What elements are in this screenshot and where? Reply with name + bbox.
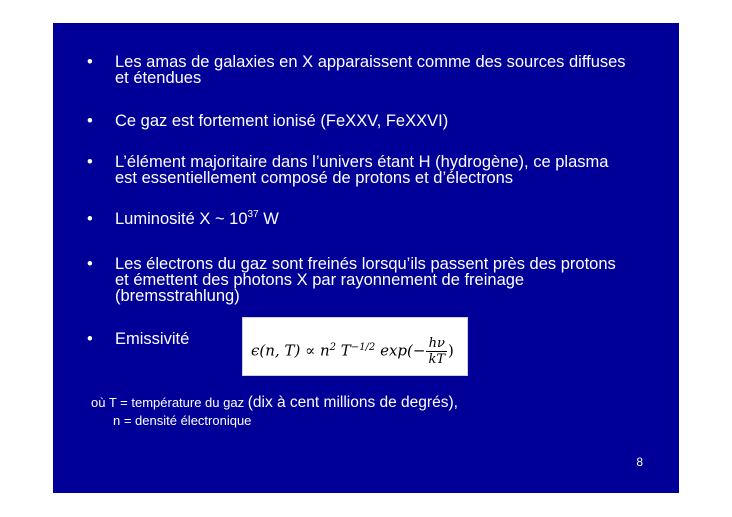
bullet-text xyxy=(115,154,675,186)
formula-numerator: hν xyxy=(426,336,447,352)
bullet-text xyxy=(115,256,675,304)
bullet-text xyxy=(115,113,675,129)
bullet-dot: • xyxy=(87,112,93,130)
bullet-line: Ce gaz est fortement ionisé (FeXXV, FeXXVI) xyxy=(115,112,449,130)
footnote-temperature-label: où T = température du gaz xyxy=(91,395,248,410)
bullet-line: est essentiellement composé de protons et d’électrons xyxy=(115,169,514,187)
page-number: 8 xyxy=(636,455,643,469)
bullet-line: Emissivité xyxy=(115,330,190,348)
formula-lhs: ϵ(n, T) ∝ n xyxy=(251,341,330,360)
slide xyxy=(53,23,679,493)
bullet-line: Les électrons du gaz sont freinés lorsqu’ils passent près des protons xyxy=(115,255,616,273)
formula-n-exponent: 2 xyxy=(329,341,337,353)
footnote-density: n = densité électronique xyxy=(113,413,252,428)
formula-close: ) xyxy=(448,341,454,360)
formula-denominator: kT xyxy=(428,352,445,367)
bullet-line: Les amas de galaxies en X apparaissent comme des sources diffuses xyxy=(115,53,626,71)
luminosity-suffix: W xyxy=(258,210,279,228)
bullet-line: L’élément majoritaire dans l’univers étant H (hydrogène), ce plasma xyxy=(115,153,609,171)
bullet-dot: • xyxy=(87,53,93,71)
formula-exp: exp(− xyxy=(375,341,426,360)
bullet-dot: • xyxy=(87,210,93,228)
formula-t-exponent: −1/2 xyxy=(350,341,376,353)
bullet-dot: • xyxy=(87,330,93,348)
formula-t-base: T xyxy=(336,341,351,360)
bullet-line: et émettent des photons X par rayonnement de freinage xyxy=(115,271,525,289)
bullet-dot: • xyxy=(87,153,93,171)
luminosity-prefix: Luminosité X ~ 10 xyxy=(115,210,248,228)
bullet-text xyxy=(115,54,675,86)
bullet-text xyxy=(115,208,675,228)
bullet-line: (bremsstrahlung) xyxy=(115,287,240,305)
bullet-dot: • xyxy=(87,255,93,273)
formula-fraction xyxy=(426,336,447,367)
footnote-temperature-range: (dix à cent millions de degrés), xyxy=(247,394,458,411)
footnote-temperature xyxy=(91,394,458,412)
luminosity-exponent: 37 xyxy=(247,208,259,220)
bullet-line: et étendues xyxy=(115,69,202,87)
emissivity-formula-box xyxy=(242,317,468,376)
emissivity-formula xyxy=(251,336,454,367)
